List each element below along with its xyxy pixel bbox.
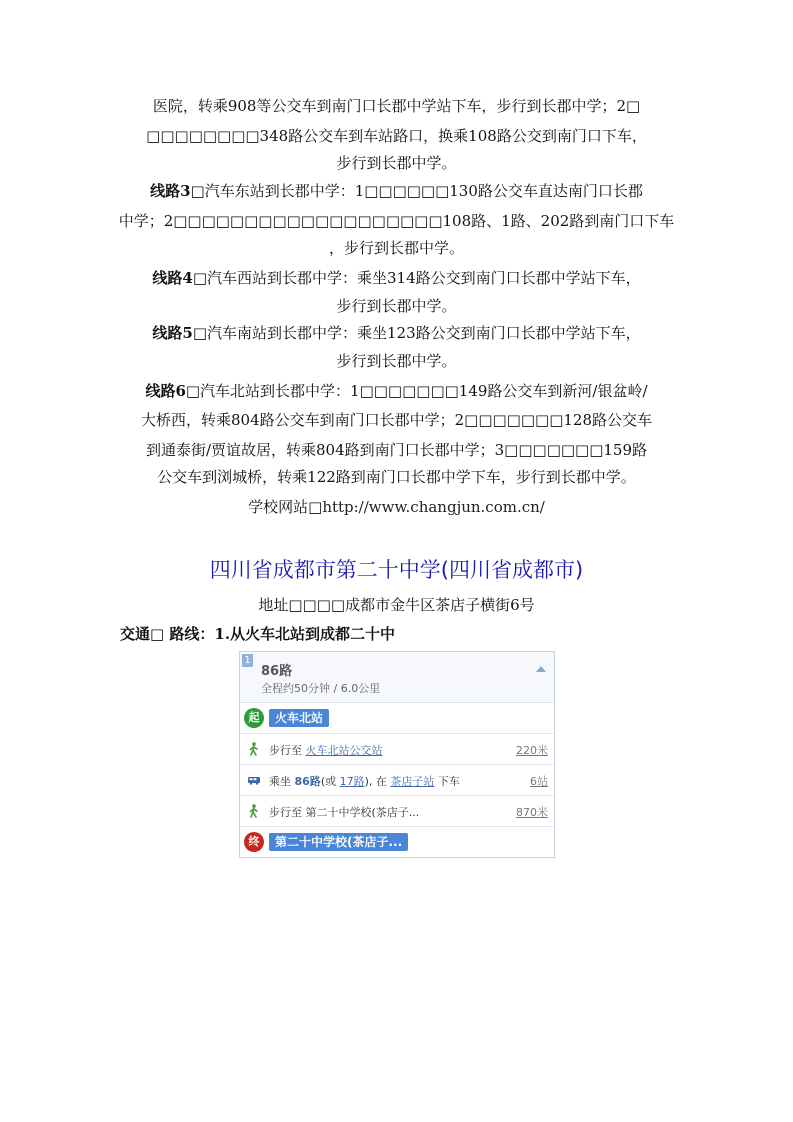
website-label: 学校网站□ — [248, 498, 323, 516]
bus-step-mid: (或 — [320, 775, 340, 788]
transport-route-heading: 交通□ 路线：1.从火车北站到成都二十中 — [120, 625, 396, 643]
stop-link[interactable]: 茶店子站 — [390, 775, 435, 788]
walk-distance: 220米 — [516, 744, 548, 757]
text-line: ，步行到长郡中学。 — [328, 239, 464, 257]
end-place[interactable]: 第二十中学校(茶店子... — [269, 833, 408, 851]
step-walk-row-2 — [240, 796, 554, 827]
station-link[interactable]: 火车北站公交站 — [305, 744, 383, 757]
route-5-line — [0, 323, 793, 343]
route-6-text: □汽车北站到长郡中学：1□□□□□□□149路公交车到新河/银盆岭/ — [185, 382, 648, 400]
route-4-line — [0, 268, 793, 288]
text-line: 到通泰街/贾谊故居，转乘804路到南门口长郡中学；3□□□□□□□159路 — [145, 441, 648, 459]
end-row — [240, 827, 554, 857]
step-walk-row — [240, 734, 554, 765]
route-summary: 全程约50分钟 / 6.0公里 — [261, 682, 381, 695]
bus-line: 86路 — [294, 775, 321, 788]
route-name: 86路 — [261, 664, 293, 679]
route-card-header[interactable] — [240, 652, 554, 703]
route-5-text: □汽车南站到长郡中学：乘坐123路公交到南门口长郡中学站下车， — [192, 324, 641, 342]
step-bus-row — [240, 765, 554, 796]
website-link[interactable]: http://www.changjun.com.cn/ — [322, 498, 545, 516]
bus-step-prefix: 乘坐 — [269, 775, 295, 788]
route-6-line — [0, 381, 793, 401]
text-line: 中学；2□□□□□□□□□□□□□□□□□□□108路、1路、202路到南门口下车 — [118, 212, 675, 230]
text-line: 步行到长郡中学。 — [336, 154, 457, 172]
walk-step-text-2: 步行至 第二十中学校(茶店子... — [269, 806, 420, 819]
walking-person-icon — [248, 742, 260, 756]
alt-bus-link[interactable]: 17路 — [339, 775, 365, 788]
text-line: 公交车到浏城桥，转乘122路到南门口长郡中学下车，步行到长郡中学。 — [157, 468, 636, 486]
walk-step-prefix: 步行至 — [269, 744, 306, 757]
route-6-label: 线路6 — [145, 382, 186, 400]
start-row — [240, 703, 554, 734]
bus-route-card — [239, 651, 555, 858]
route-4-text: □汽车西站到长郡中学：乘坐314路公交到南门口长郡中学站下车， — [192, 269, 641, 287]
bus-icon — [248, 773, 260, 787]
route-number-badge: 1 — [242, 654, 253, 667]
text-line: 大桥西，转乘804路公交车到南门口长郡中学；2□□□□□□□128路公交车 — [140, 411, 652, 429]
bus-step-text — [269, 773, 460, 789]
bus-step-suffix: 下车 — [434, 775, 460, 788]
end-badge-icon: 终 — [244, 832, 264, 852]
school-address: 地址□□□□成都市金牛区茶店子横街6号 — [258, 596, 535, 614]
text-line: 步行到长郡中学。 — [336, 297, 457, 315]
walk-step-text — [269, 742, 383, 758]
text-line: 医院，转乘908等公交车到南门口长郡中学站下车，步行到长郡中学；2□ — [152, 97, 641, 115]
text-line: □□□□□□□□348路公交车到车站路口，换乘108路公交到南门口下车， — [146, 127, 647, 145]
collapse-arrow-icon[interactable] — [536, 666, 546, 672]
start-place[interactable]: 火车北站 — [269, 709, 329, 727]
walk-distance-2: 870米 — [516, 806, 548, 819]
text-line: 步行到长郡中学。 — [336, 352, 457, 370]
start-badge-icon: 起 — [244, 708, 264, 728]
website-line — [0, 497, 793, 517]
walking-person-icon — [248, 804, 260, 818]
route-3-label: 线路3 — [150, 182, 191, 200]
route-4-label: 线路4 — [152, 269, 193, 287]
bus-stop-count: 6站 — [530, 775, 548, 788]
section-heading: 四川省成都市第二十中学(四川省成都市) — [209, 558, 584, 582]
route-5-label: 线路5 — [152, 324, 193, 342]
bus-step-mid2: ), 在 — [364, 775, 391, 788]
route-3-line — [0, 181, 793, 201]
route-3-text: □汽车东站到长郡中学：1□□□□□□130路公交车直达南门口长郡 — [190, 182, 643, 200]
